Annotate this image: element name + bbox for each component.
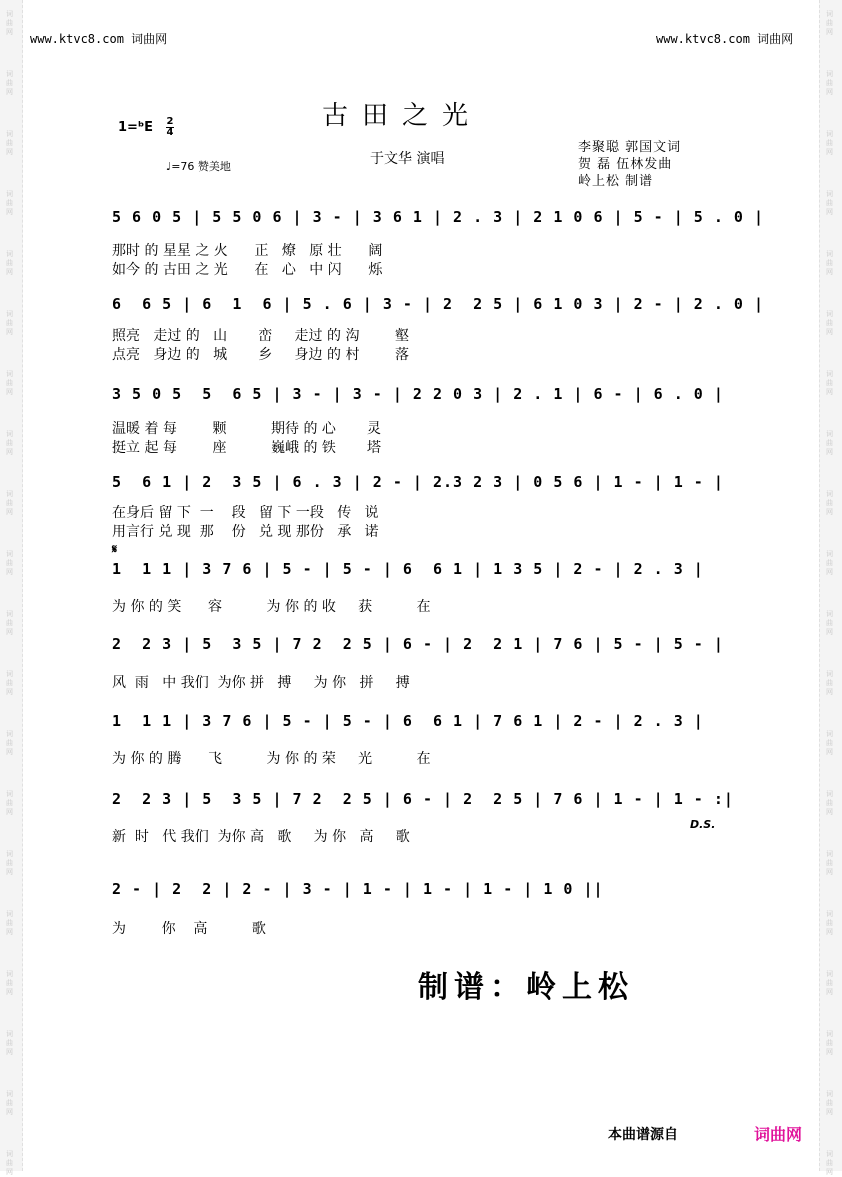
- lyric-line: 照亮 走过 的 山 峦 走过 的 沟 壑: [112, 328, 410, 344]
- ds-marking: D.S.: [690, 818, 716, 831]
- score-system: [112, 880, 742, 910]
- watermark-text: 词曲网: [826, 190, 833, 216]
- score-system: [112, 560, 742, 590]
- watermark-text: 词曲网: [6, 730, 13, 756]
- lyricist-credit: 李聚聪 郭国文词: [578, 140, 682, 155]
- score-system: [112, 473, 742, 503]
- lyric-line: 点亮 身边 的 城 乡 身边 的 村 落: [112, 347, 410, 363]
- watermark-text: 词曲网: [6, 850, 13, 876]
- transcriber-signature: 制谱：岭上松: [418, 970, 634, 1005]
- watermark-text: 词曲网: [6, 490, 13, 516]
- composer-credit: 贺 磊 伍林发曲: [578, 157, 673, 172]
- lyric-line: 那时 的 星星 之 火 正 燎 原 壮 阔: [112, 243, 383, 259]
- notation-line: 5 6 1 | 2 3 5 | 6 . 3 | 2 - | 2.3 2 3 | 0 5 6 | 1 - | 1 - |: [112, 473, 724, 491]
- score-system: [112, 635, 742, 665]
- watermark-text: 词曲网: [6, 970, 13, 996]
- watermark-text: 词曲网: [826, 970, 833, 996]
- watermark-text: 词曲网: [6, 250, 13, 276]
- lyric-line: 温暖 着 每 颗 期待 的 心 灵: [112, 421, 382, 437]
- lyric-line: 为 你 的 腾 飞 为 你 的 荣 光 在: [112, 751, 431, 767]
- watermark-text: 词曲网: [6, 10, 13, 36]
- source-brand-link[interactable]: 词曲网: [754, 1125, 803, 1144]
- singer-credit: 于文华 演唱: [370, 151, 445, 167]
- lyric-line: 新 时 代 我们 为你 高 歌 为 你 高 歌: [112, 829, 410, 845]
- watermark-text: 词曲网: [6, 430, 13, 456]
- watermark-text: 词曲网: [6, 1150, 13, 1176]
- time-sig-top: 2: [166, 116, 174, 127]
- notation-line: 2 2 3 | 5 3 5 | 7 2 2 5 | 6 - | 2 2 1 | 7 6 | 5 - | 5 - |: [112, 635, 724, 653]
- lyric-line: 如今 的 古田 之 光 在 心 中 闪 烁: [112, 262, 383, 278]
- watermark-text: 词曲网: [826, 850, 833, 876]
- watermark-text: 词曲网: [826, 550, 833, 576]
- watermark-text: 词曲网: [826, 490, 833, 516]
- watermark-text: 词曲网: [826, 370, 833, 396]
- notation-line: 1 1 1 | 3 7 6 | 5 - | 5 - | 6 6 1 | 1 3 5 | 2 - | 2 . 3 |: [112, 560, 704, 578]
- transcriber-credit: 岭上松 制谱: [578, 174, 654, 189]
- watermark-text: 词曲网: [6, 70, 13, 96]
- lyric-line: 为 你 的 笑 容 为 你 的 收 获 在: [112, 599, 431, 615]
- notation-line: 2 2 3 | 5 3 5 | 7 2 2 5 | 6 - | 2 2 5 | 7 6 | 1 - | 1 - :|: [112, 790, 734, 808]
- watermark-text: 词曲网: [6, 310, 13, 336]
- score-system: [112, 712, 742, 742]
- watermark-text: 词曲网: [6, 610, 13, 636]
- notation-line: 2 - | 2 2 | 2 - | 3 - | 1 - | 1 - | 1 - | 1 0 ||: [112, 880, 604, 898]
- watermark-text: 词曲网: [6, 910, 13, 936]
- watermark-text: 词曲网: [826, 610, 833, 636]
- lyric-line: 为 你 高 歌: [112, 921, 266, 937]
- watermark-text: 词曲网: [826, 1090, 833, 1116]
- song-title: 古田之光: [322, 101, 483, 131]
- time-sig-bottom: 4: [166, 127, 174, 138]
- score-system: [112, 295, 764, 325]
- tempo-marking: ♩=76 赞美地: [166, 160, 231, 173]
- watermark-text: 词曲网: [6, 1090, 13, 1116]
- watermark-text: 词曲网: [826, 1150, 833, 1176]
- watermark-text: 词曲网: [826, 10, 833, 36]
- watermark-text: 词曲网: [6, 670, 13, 696]
- lyric-line: 风 雨 中 我们 为你 拼 搏 为 你 拼 搏: [112, 675, 410, 691]
- segno-sign: 𝄋: [112, 542, 118, 556]
- watermark-text: 词曲网: [826, 70, 833, 96]
- watermark-text: 词曲网: [826, 130, 833, 156]
- notation-line: 5 6 0 5 | 5 5 0 6 | 3 - | 3 6 1 | 2 . 3 | 2 1 0 6 | 5 - | 5 . 0 |: [112, 208, 764, 226]
- watermark-text: 词曲网: [826, 910, 833, 936]
- watermark-text: 词曲网: [826, 250, 833, 276]
- site-url-right[interactable]: www.ktvc8.com 词曲网: [656, 32, 794, 46]
- score-system: [112, 385, 742, 415]
- time-signature: [166, 117, 174, 138]
- watermark-text: 词曲网: [6, 130, 13, 156]
- watermark-text: 词曲网: [6, 1030, 13, 1056]
- watermark-text: 词曲网: [6, 550, 13, 576]
- source-label: 本曲谱源自: [608, 1127, 678, 1143]
- watermark-text: 词曲网: [826, 670, 833, 696]
- notation-line: 6 6 5 | 6 1 6 | 5 . 6 | 3 - | 2 2 5 | 6 1 0 3 | 2 - | 2 . 0 |: [112, 295, 764, 313]
- key-signature: 1=ᵇE: [118, 120, 154, 135]
- score-system: [112, 790, 742, 820]
- score-system: [112, 208, 764, 238]
- watermark-text: 词曲网: [6, 790, 13, 816]
- lyric-line: 在身后 留 下 一 段 留 下 一段 传 说: [112, 505, 379, 521]
- watermark-text: 词曲网: [6, 370, 13, 396]
- watermark-text: 词曲网: [826, 730, 833, 756]
- lyric-line: 挺立 起 每 座 巍峨 的 铁 塔: [112, 440, 382, 456]
- watermark-text: 词曲网: [826, 790, 833, 816]
- watermark-text: 词曲网: [826, 1030, 833, 1056]
- notation-line: 1 1 1 | 3 7 6 | 5 - | 5 - | 6 6 1 | 7 6 1 | 2 - | 2 . 3 |: [112, 712, 704, 730]
- watermark-text: 词曲网: [826, 430, 833, 456]
- watermark-text: 词曲网: [826, 310, 833, 336]
- lyric-line: 用言行 兑 现 那 份 兑 现 那份 承 诺: [112, 524, 379, 540]
- site-url-left[interactable]: www.ktvc8.com 词曲网: [30, 32, 168, 46]
- notation-line: 3 5 0 5 5 6 5 | 3 - | 3 - | 2 2 0 3 | 2 . 1 | 6 - | 6 . 0 |: [112, 385, 724, 403]
- watermark-text: 词曲网: [6, 190, 13, 216]
